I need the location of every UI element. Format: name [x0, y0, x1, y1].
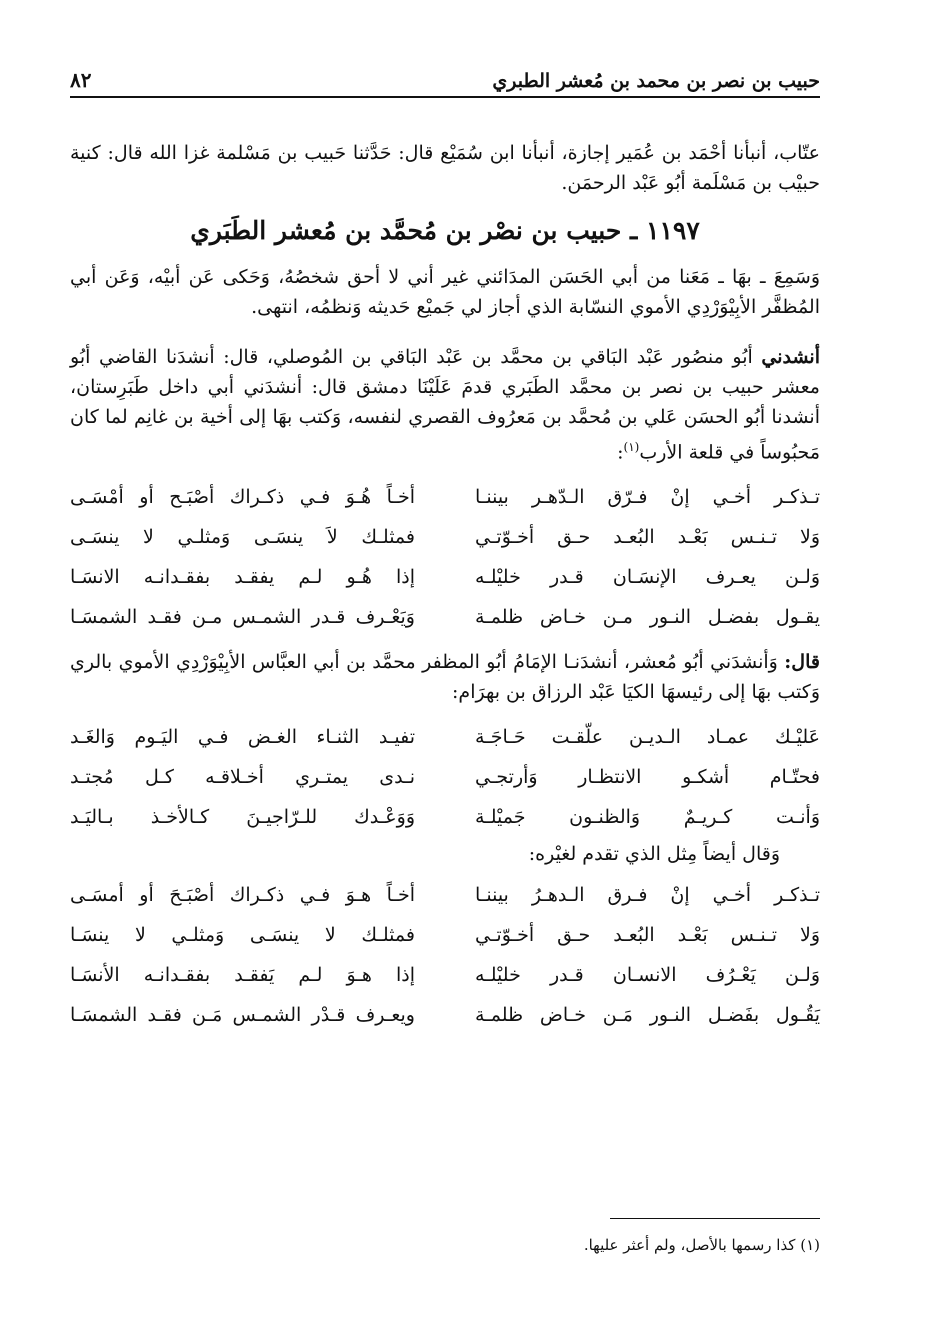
poem-intro: وَقال أيضاً مِثل الذي تقدم لغيْره: [528, 843, 780, 866]
first-hemistich: يقـول بفضـل النـور مـن خـاض ظلمـة [475, 606, 820, 629]
narration-tail: : [617, 441, 624, 464]
footnote-marker: (١) [623, 440, 640, 454]
first-hemistich: وَلا تـنـس بَعْـد البُعـد حـق أخـوّتـي [475, 526, 820, 549]
second-hemistich: فمثلـك لاَ ينسَـى وَمثلـي لا ينسَـى [70, 526, 415, 549]
paragraph-biography: وَسَمِعَ ـ بهَا ـ مَعَنا من أبي الحَسَن المدَائني غير أني لا أحق شخصُهُ، وَحَكى عَن أبيْه، وَعَن أبي المُظفَّر الأبِيْوَرْدِي الأموي النسّابة الذي أجاز لي جَميْع حَديثه وَنظمُه، انتهى. [70, 266, 820, 318]
second-hemistich: ويعـرف قـدْر الشمـس مَـن فقـد الشمسَـا [70, 1004, 415, 1027]
second-hemistich: تفيـد الثنـاء الغـض فـي اليَـوم وَالغَـد [70, 726, 415, 749]
second-hemistich: فمثلـك لا ينسَـى وَمثلـي لا ينسَـا [70, 924, 415, 947]
footnote-area [70, 0, 820, 1341]
footnote-separator [610, 1218, 820, 1219]
first-hemistich: وَلـن يعـرف الإنسَـان قـدر خليْلـه [475, 566, 820, 589]
first-hemistich: فحتّـام أشكـو الانتظـار وَأرتجـي [475, 766, 820, 789]
first-hemistich: تـذكـر أخـي إنْ فـرق الـدهـرُ بيننـا [475, 884, 820, 907]
page-number: ٨٢ [70, 68, 92, 92]
second-hemistich: أخـاً هـوَ فـي ذكـراك أصْبَـحَ أو أمسَـى [70, 884, 415, 907]
first-hemistich: وَأنـت كـريـمٌ وَالظنـون جَميْلـة [475, 806, 820, 829]
second-hemistich: إذا هـوَ لـم يَفقـد بفقـدانـه الأنسَـا [70, 964, 415, 987]
lead-word: أنشدني [761, 346, 820, 368]
narration-text: أبُو منصُور عَبْد البَاقي بن محمَّد بن عَبْد البَاقي بن المُوصلي، قال: أنشدَنا القاضي أبُو معشر حبيب بن نصر بن محمَّد الطَبَري قدمَ عَلَيْنَا دمشق قال: أنشدَني أبي داخل طَبَرِستان، أنشدنا أبُو الحسَن عَلي بن مُحمَّد بن مَعرُوف القصري لنفسه، وَكتب بهَا إلى أخية بن غانِم لما كان مَحبُوساً في قلعة الأرب [70, 346, 820, 464]
first-hemistich: يَقُـول بفَضـل النـور مَـن خـاض ظلمـة [475, 1004, 820, 1027]
paragraph-continuation: عتّاب، أنبأنا أحْمَد بن عُمَير إجازة، أنبأنا ابن سُمَيْع قال: حَدَّثنا حَبيب بن مَسْلمة غزا الله قال: كنية حبيْب بن مَسْلَمة أبُو عَبْد الرحمَن. [70, 142, 821, 194]
second-hemistich: وَيَعْـرف قـدر الشمـس مـن فقـد الشمسَـا [70, 606, 415, 629]
footnote: (١) كذا رسمها بالأصل، ولم أعثر عليها. [583, 1236, 820, 1254]
narration-text: وَأنشدَني أبُو مُعشر، أنشدَنـا الإمَامُ أبُو المظفر محمَّد بن أبي العبَّاس الأبِيْوَرْدِي الأموي بالري وَكتب بهَا إلى رئيسهَا الكيَا عَبْد الرزاق بن بهرَام: [70, 651, 820, 704]
second-hemistich: أخـاً هُـوَ فـي ذكـراك أصْبَـح أو أمْسَـى [70, 486, 415, 509]
first-hemistich: وَلـن يَعْـرُف الانسـان قـدر خليْلـه [475, 964, 820, 987]
second-hemistich: وَوَعْـدك للـرّاجيـنَ كـالأخـذ بـاليَـد [70, 806, 415, 829]
second-hemistich: إذا هُـو لـم يفقـد بفقـدانـه الانسَـا [70, 566, 415, 589]
running-title: حبيب بن نصر بن محمد بن مُعشر الطبري [492, 70, 820, 92]
first-hemistich: عَليْـك عمـاد الـديـن علّقـت حَـاجَـة [475, 726, 820, 749]
second-hemistich: نـدى يمتـري أخـلاقـه كـل مُجتـد [70, 766, 415, 789]
entry-heading: ١١٩٧ ـ حبيب بن نصْر بن مُحمَّد بن مُعشر الطَبَري [190, 216, 700, 245]
lead-word: قال: [784, 651, 820, 674]
first-hemistich: تـذكـر أخـي إنْ فـرّق الـدّهـر بيننـا [475, 486, 820, 509]
first-hemistich: وَلا تـنـس بَعْـد البُعـد حـق أخـوّتـي [475, 924, 820, 947]
